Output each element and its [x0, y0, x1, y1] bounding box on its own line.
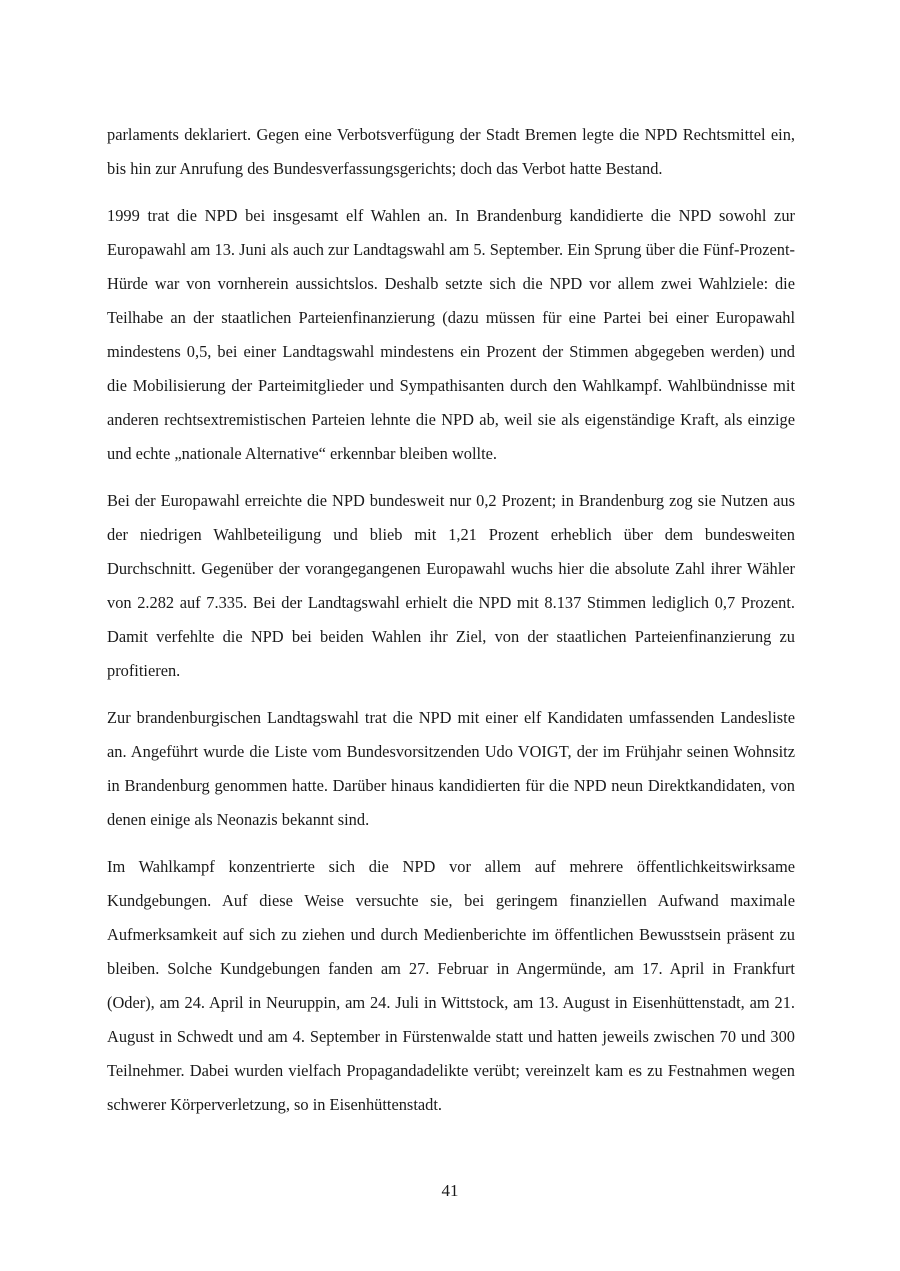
paragraph-3: Bei der Europawahl erreichte die NPD bundesweit nur 0,2 Prozent; in Brandenburg zog sie Nutzen aus der niedrigen Wahlbeteiligung und blieb mit 1,21 Prozent erheblich über dem bundesweiten Durchschnitt. Gegenüber der vorangegangenen Europawahl wuchs hier die absolute Zahl ihrer Wähler von 2.282 auf 7.335. Bei der Landtagswahl erhielt die NPD mit 8.137 Stimmen lediglich 0,7 Prozent. Damit verfehlte die NPD bei beiden Wahlen ihr Ziel, von der staatlichen Parteienfinanzierung zu profitieren.: [107, 491, 795, 680]
paragraph-4: Zur brandenburgischen Landtagswahl trat die NPD mit einer elf Kandidaten umfassenden Landesliste an. Angeführt wurde die Liste vom Bundesvorsitzenden Udo VOIGT, der im Frühjahr seinen Wohnsitz in Brandenburg genommen hatte. Darüber hinaus kandidierten für die NPD neun Direktkandidaten, von denen einige als Neonazis bekannt sind.: [107, 708, 795, 829]
paragraph-5: Im Wahlkampf konzentrierte sich die NPD vor allem auf mehrere öffentlichkeitswirksame Kundgebungen. Auf diese Weise versuchte sie, bei geringem finanziellen Aufwand maximale Aufmerksamkeit auf sich zu ziehen und durch Medienberichte im öffentlichen Bewusstsein präsent zu bleiben. Solche Kundgebungen fanden am 27. Februar in Angermünde, am 17. April in Frankfurt (Oder), am 24. April in Neuruppin, am 24. Juli in Wittstock, am 13. August in Eisenhüttenstadt, am 21. August in Schwedt und am 4. September in Fürstenwalde statt und hatten jeweils zwischen 70 und 300 Teilnehmer. Dabei wurden vielfach Propagandadelikte verübt; vereinzelt kam es zu Festnahmen wegen schwerer Körperverletzung, so in Eisenhüttenstadt.: [107, 857, 795, 1114]
page-number: 41: [441, 1181, 459, 1200]
paragraph-1: parlaments deklariert. Gegen eine Verbotsverfügung der Stadt Bremen legte die NPD Rechtsmittel ein, bis hin zur Anrufung des Bundesverfassungsgerichts; doch das Verbot hatte Bestand.: [107, 125, 795, 178]
paragraph-2: 1999 trat die NPD bei insgesamt elf Wahlen an. In Brandenburg kandidierte die NPD sowohl zur Europawahl am 13. Juni als auch zur Landtagswahl am 5. September. Ein Sprung über die Fünf-Prozent-Hürde war von vornherein aussichtslos. Deshalb setzte sich die NPD vor allem zwei Wahlziele: die Teilhabe an der staatlichen Parteienfinanzierung (dazu müssen für eine Partei bei einer Europawahl mindestens 0,5, bei einer Landtagswahl mindestens ein Prozent der Stimmen abgegeben werden) und die Mobilisierung der Parteimitglieder und Sympathisanten durch den Wahlkampf. Wahlbündnisse mit anderen rechtsextremistischen Parteien lehnte die NPD ab, weil sie als eigenständige Kraft, als einzige und echte „nationale Alternative“ erkennbar bleiben wollte.: [107, 206, 795, 463]
body-text: [107, 118, 795, 1135]
